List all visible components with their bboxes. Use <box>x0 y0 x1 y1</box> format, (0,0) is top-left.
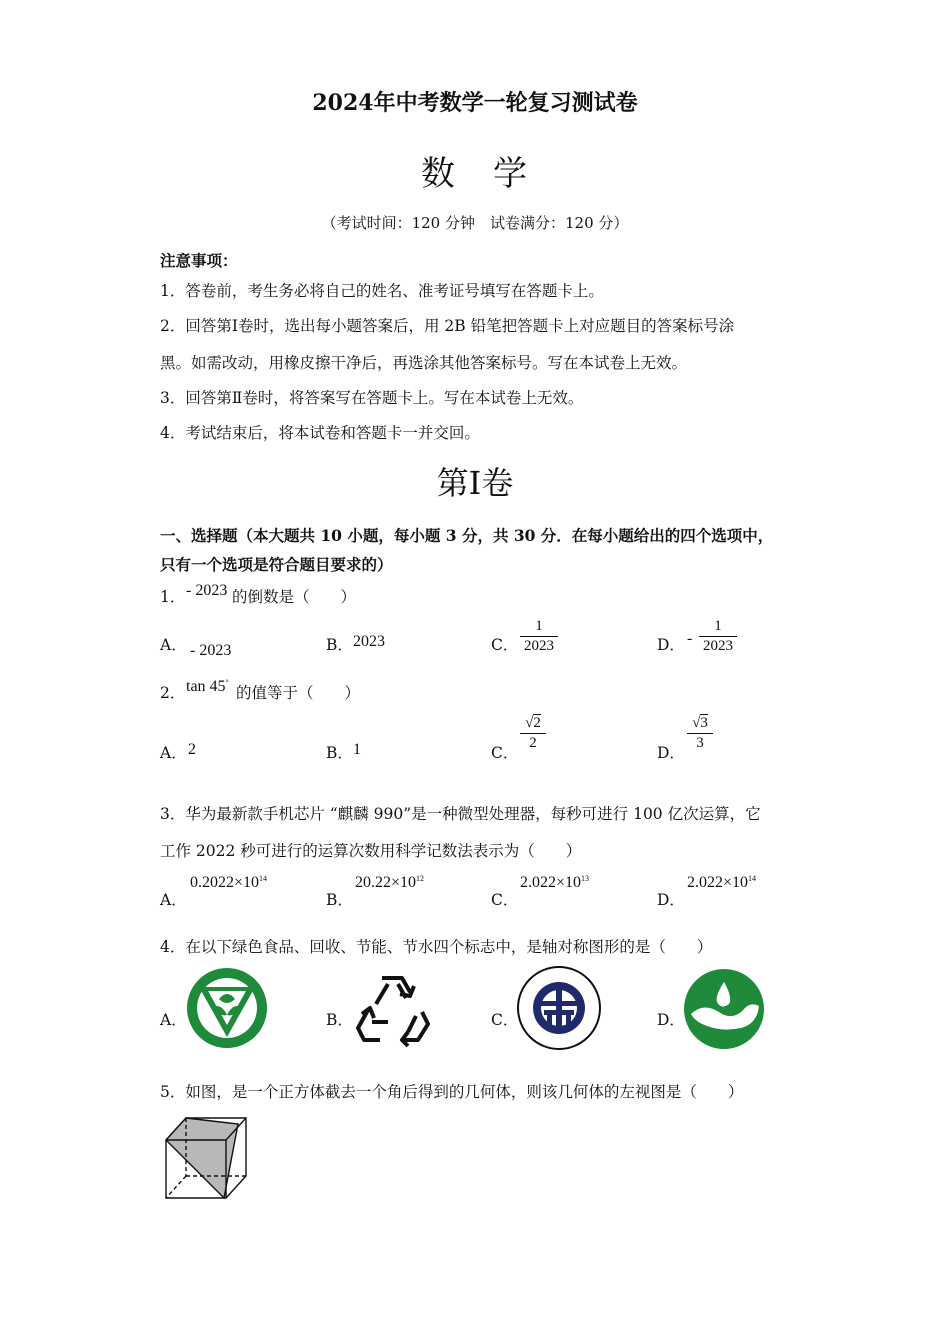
q1-number: 1． <box>160 588 186 606</box>
fraction-numerator: 1 <box>714 618 722 634</box>
q2-expr-text: tan 45 <box>186 678 226 695</box>
note-item-4: 4．考试结束后，将本试卷和答题卡一并交回。 <box>160 424 480 442</box>
q3-option-b-label: B． <box>326 891 353 909</box>
q2-option-d-fraction <box>687 715 713 752</box>
note-item-3: 3．回答第Ⅱ卷时，将答案写在答题卡上。写在本试卷上无效。 <box>160 389 584 407</box>
q1-option-b-value: 2023 <box>353 633 385 650</box>
sci-base: 20.22×10 <box>355 874 417 891</box>
q1-option-a-value: - 2023 <box>190 642 232 659</box>
q2-option-d-label: D． <box>657 744 685 762</box>
q1-expression: - 2023 <box>186 582 228 599</box>
q4-option-d-label: D． <box>657 1011 685 1029</box>
q3-option-d-label: D． <box>657 891 685 909</box>
q1-option-b-label: B． <box>326 636 353 654</box>
sci-exponent: 14 <box>748 874 757 883</box>
degree-symbol: ° <box>225 678 229 687</box>
exam-title: 2024年中考数学一轮复习测试卷 <box>312 90 638 116</box>
q2-option-c-label: C． <box>491 744 519 762</box>
radicand: 3 <box>700 715 708 731</box>
fraction-bar <box>520 636 558 637</box>
q1-option-d-sign: - <box>687 630 693 647</box>
sci-base: 2.022×10 <box>520 874 582 891</box>
q1-option-d-label: D． <box>657 636 685 654</box>
recycle-icon <box>352 970 432 1048</box>
q2-text: 的值等于（ ） <box>236 684 361 702</box>
sci-base: 0.2022×10 <box>190 874 260 891</box>
notes-heading: 注意事项： <box>160 251 238 270</box>
q3-option-a-value <box>190 874 267 892</box>
sci-base: 2.022×10 <box>687 874 749 891</box>
q1-option-c-fraction <box>520 618 558 655</box>
q3-option-c-value <box>520 874 589 892</box>
sci-exponent: 13 <box>581 874 590 883</box>
q2-option-b-value: 1 <box>353 741 361 758</box>
q2-option-c-fraction <box>520 715 546 752</box>
q2-option-a-value: 2 <box>188 741 196 758</box>
q1-option-d-fraction <box>699 618 737 655</box>
q1-option-a-label: A． <box>160 636 187 654</box>
section-heading-line2: 只有一个选项是符合题目要求的） <box>160 555 393 574</box>
fraction-bar <box>699 636 737 637</box>
radicand: 2 <box>533 715 541 731</box>
q2-expression <box>186 678 229 696</box>
q4-text: 4．在以下绿色食品、回收、节能、节水四个标志中，是轴对称图形的是（ ） <box>160 938 713 956</box>
q4-option-a-label: A． <box>160 1011 187 1029</box>
q2-option-b-label: B． <box>326 744 353 762</box>
fraction-denominator: 2 <box>529 735 537 751</box>
fraction-numerator: √3 <box>692 715 708 731</box>
q4-option-b-label: B． <box>326 1011 353 1029</box>
green-food-logo-icon <box>186 967 268 1049</box>
q5-text: 5．如图，是一个正方体截去一个角后得到的几何体，则该几何体的左视图是（ ） <box>160 1083 744 1101</box>
q4-option-c-label: C． <box>491 1011 519 1029</box>
sci-exponent: 14 <box>259 874 268 883</box>
note-item-2: 2．回答第Ⅰ卷时，选出每小题答案后，用 2B 铅笔把答题卡上对应题目的答案标号涂 <box>160 317 735 335</box>
q3-option-c-label: C． <box>491 891 519 909</box>
subject-title: 数 学 <box>421 154 529 194</box>
q3-option-d-value <box>687 874 756 892</box>
q3-text-line2: 工作 2022 秒可进行的运算次数用科学记数法表示为（ ） <box>160 842 582 860</box>
q2-option-a-label: A． <box>160 744 187 762</box>
fraction-numerator: √2 <box>525 715 541 731</box>
q3-option-b-value <box>355 874 424 892</box>
fraction-bar <box>687 733 713 734</box>
q1-text: 的倒数是（ ） <box>232 588 357 606</box>
fraction-denominator: 2023 <box>524 638 554 654</box>
fraction-denominator: 3 <box>696 735 704 751</box>
truncated-cube-figure <box>160 1114 252 1204</box>
q3-text-line1: 3．华为最新款手机芯片 “麒麟 990”是一种微型处理器，每秒可进行 100 亿次运算，它 <box>160 805 761 823</box>
part-title: 第Ⅰ卷 <box>436 464 514 502</box>
q1-option-c-label: C． <box>491 636 519 654</box>
exam-info: （考试时间：120 分钟 试卷满分：120 分） <box>321 214 629 232</box>
q3-option-a-label: A． <box>160 891 187 909</box>
fraction-bar <box>520 733 546 734</box>
energy-saving-logo-icon <box>516 965 602 1051</box>
q2-number: 2． <box>160 684 186 702</box>
note-item-1: 1．答卷前，考生务必将自己的姓名、准考证号填写在答题卡上。 <box>160 282 604 300</box>
water-saving-logo-icon <box>683 968 765 1050</box>
note-item-2-cont: 黑。如需改动，用橡皮擦干净后，再选涂其他答案标号。写在本试卷上无效。 <box>160 354 688 372</box>
fraction-denominator: 2023 <box>703 638 733 654</box>
fraction-numerator: 1 <box>535 618 543 634</box>
sci-exponent: 12 <box>416 874 425 883</box>
section-heading-line1: 一、选择题（本大题共 10 小题，每小题 3 分，共 30 分．在每小题给出的四个选项中， <box>160 526 774 545</box>
